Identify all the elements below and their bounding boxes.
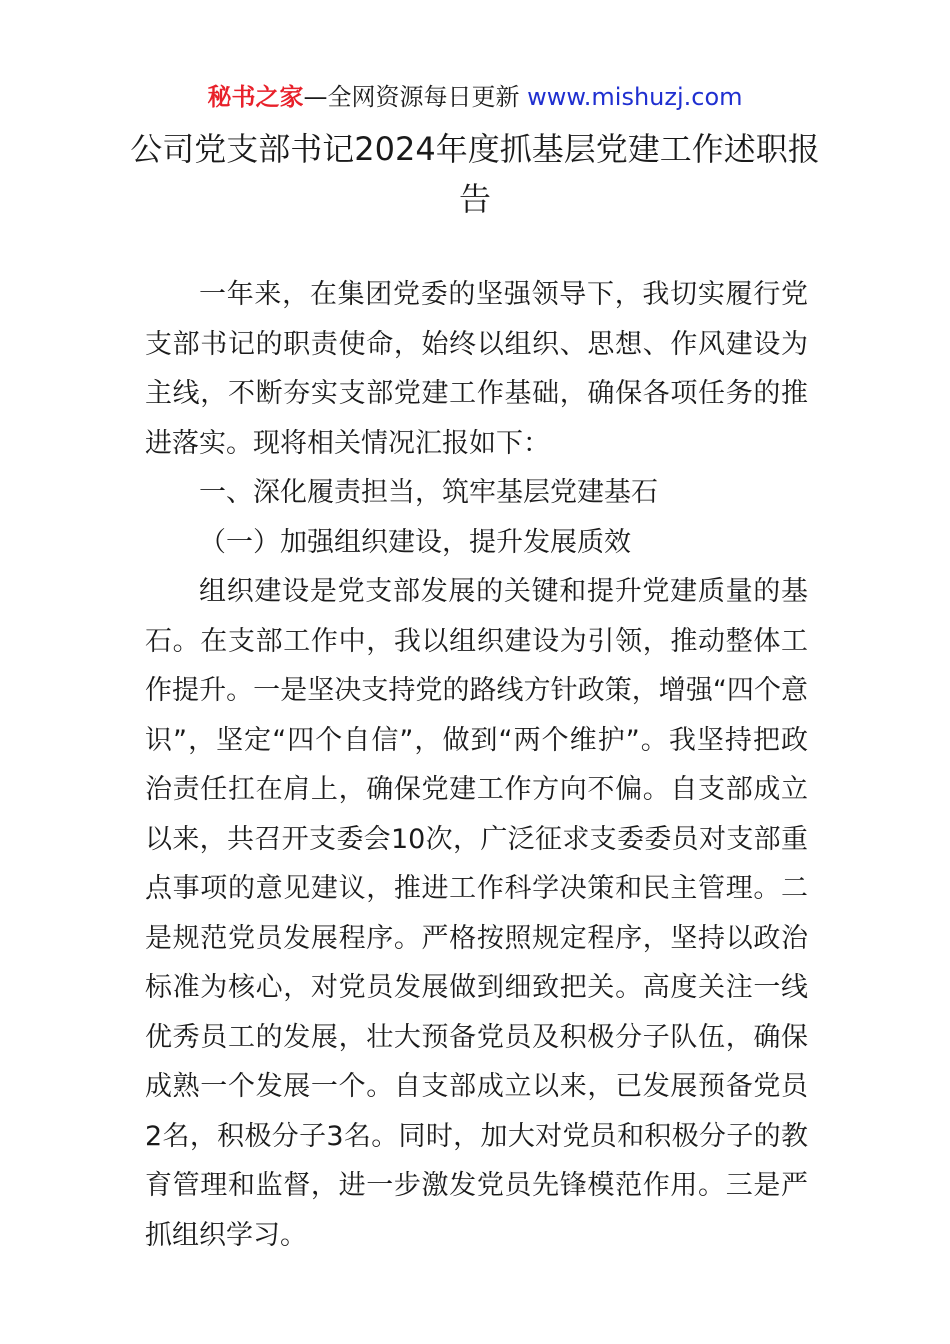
subsection-heading: （一）加强组织建设，提升发展质效 [199,526,631,558]
intro-paragraph: 一年来，在集团党委的坚强领导下，我切实履行党支部书记的职责使命，始终以组织、思想、作风建设为主线，不断夯实支部党建工作基础，确保各项任务的推进落实。现将相关情况汇报如下： [145,279,808,459]
body-paragraph: 组织建设是党支部发展的关键和提升党建质量的基石。在支部工作中，我以组织建设为引领，推动整体工作提升。一是坚决支持党的路线方针政策，增强“四个意识”，坚定“四个自信”，做到“两个维护”。我坚持把政治责任扛在肩上，确保党建工作方向不偏。自支部成立以来，共召开支委会10次，广泛征求支委委员对支部重点事项的意见建议，推进工作科学决策和民主管理。二是规范党员发展程序。严格按照规定程序，坚持以政治标准为核心，对党员发展做到细致把关。高度关注一线优秀员工的发展，壮大预备党员及积极分子队伍，确保成熟一个发展一个。自支部成立以来，已发展预备党员2名，积极分子3名。同时，加大对党员和积极分子的教育管理和监督，进一步激发党员先锋模范作用。三是严抓组织学习。 [145,576,808,1251]
site-header [0,80,950,114]
section-heading: 一、深化履责担当，筑牢基层党建基石 [199,477,658,508]
site-tagline: —全网资源每日更新 [303,83,528,111]
document-body [145,270,808,1260]
site-url-link[interactable]: www.mishuzj.com [527,83,743,111]
site-brand: 秘书之家 [207,83,304,111]
document-title: 公司党支部书记2024年度抓基层党建工作述职报告 [130,130,820,218]
